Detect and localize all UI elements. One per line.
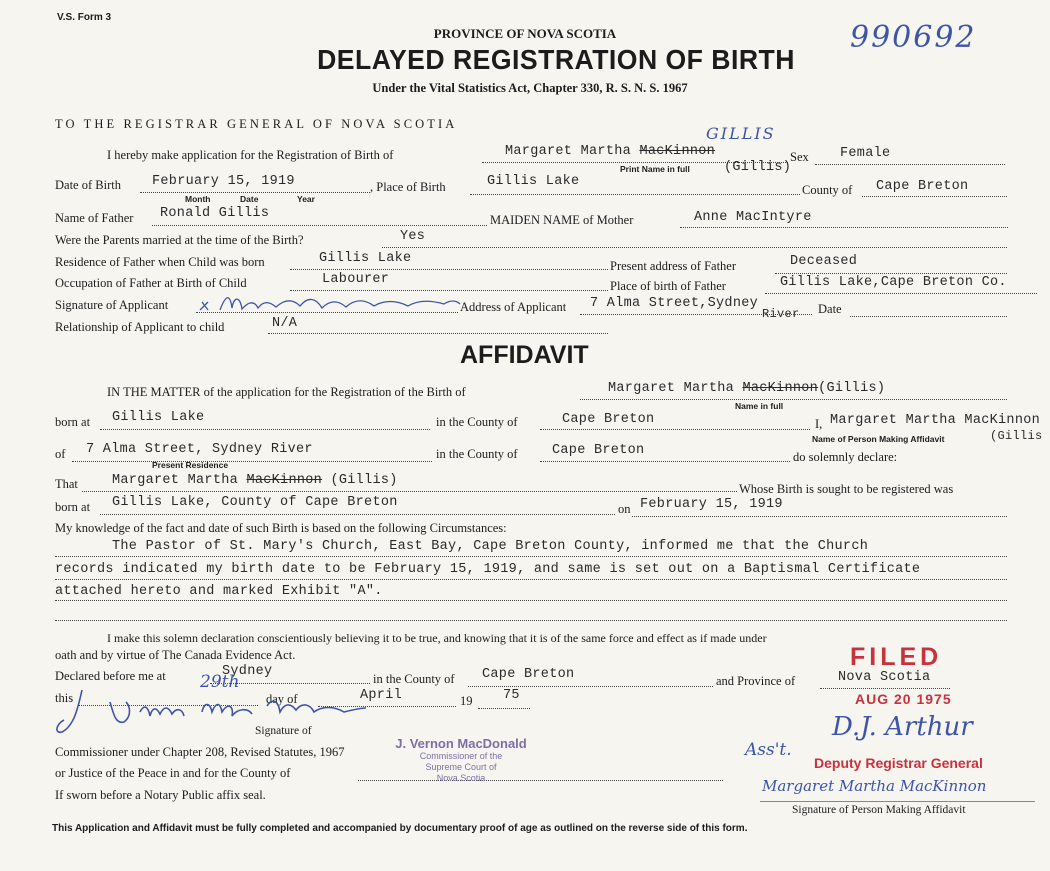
solemn-line-1: I make this solemn declaration conscientiously believing it to be true, and knowing that it is of the same force and effect as if made under <box>107 631 767 645</box>
married-value: Yes <box>400 229 426 244</box>
on-label: on <box>618 502 631 516</box>
i-label: I, <box>815 417 823 431</box>
year-value: 75 <box>503 688 520 703</box>
filed-stamp: FILED <box>850 643 943 671</box>
matter-name: Margaret Martha MacKinnon(Gillis) <box>608 381 886 396</box>
residence-caption: Present Residence <box>152 460 229 470</box>
county-label-3: in the County of <box>436 447 518 461</box>
deponent-signature: Margaret Martha MacKinnon <box>762 777 987 795</box>
deponent-extra: (Gillis <box>990 429 1043 443</box>
year-caption: Year <box>297 194 315 204</box>
address-value: 7 Alma Street,Sydney <box>590 296 759 311</box>
residence-label: Residence of Father when Child was born <box>55 255 265 269</box>
mother-label: MAIDEN NAME of Mother <box>490 213 634 227</box>
sex-label: Sex <box>790 150 809 164</box>
registration-number: 990692 <box>850 20 977 55</box>
that-label: That <box>55 477 78 491</box>
occupation-value: Labourer <box>322 272 390 287</box>
date-caption: Date <box>240 194 259 204</box>
date-label: Date <box>818 302 842 316</box>
justice-text: or Justice of the Peace in and for the County of <box>55 766 291 780</box>
registrar-title: Deputy Registrar General <box>814 755 983 771</box>
place-value: Gillis Lake <box>487 174 580 189</box>
province-label: and Province of <box>716 674 796 688</box>
year-prefix: 19 <box>460 694 473 708</box>
whose-text: Whose Birth is sought to be registered was <box>739 482 954 496</box>
mother-value: Anne MacIntyre <box>694 210 812 225</box>
address-value-2: River <box>762 307 800 321</box>
of-label: of <box>55 447 66 461</box>
stamp-line-2: Supreme Court of <box>425 762 497 772</box>
county-label-2: in the County of <box>436 415 518 429</box>
in-county-label: in the County of <box>373 672 455 686</box>
signature-label: Signature of Applicant <box>55 298 169 312</box>
married-label: Were the Parents married at the time of the Birth? <box>55 233 304 247</box>
relationship-value: N/A <box>272 316 298 331</box>
commissioner-stamp <box>378 736 544 784</box>
county2-value: Cape Breton <box>552 443 645 458</box>
deponent-value: Margaret Martha MacKinnon <box>830 413 1041 428</box>
signature-caption: Signature of <box>255 725 312 737</box>
knowledge-text: My knowledge of the fact and date of such Birth is based on the following Circumstances: <box>55 521 507 535</box>
page-subtitle: Under the Vital Statistics Act, Chapter 330, R. S. N. S. 1967 <box>372 81 688 95</box>
father-value: Ronald Gillis <box>160 206 270 221</box>
stamp-line-1: Commissioner of the <box>419 751 503 761</box>
present-addr-label: Present address of Father <box>610 259 737 273</box>
name-caption: Name in full <box>735 401 784 411</box>
this-label: this <box>55 691 74 705</box>
day-value: 29th <box>200 672 240 692</box>
name-correction: GILLIS <box>706 124 776 143</box>
residence-value: Gillis Lake <box>319 251 412 266</box>
month-caption: Month <box>185 194 211 204</box>
day-label: day of <box>266 692 298 706</box>
relationship-label: Relationship of Applicant to child <box>55 320 225 334</box>
in-county-value: Cape Breton <box>482 667 575 682</box>
declare-text: do solemnly declare: <box>793 450 898 464</box>
province-heading: PROVINCE OF NOVA SCOTIA <box>433 26 617 41</box>
of-value: 7 Alma Street, Sydney River <box>86 442 313 457</box>
place-label: , Place of Birth <box>370 180 446 194</box>
stamp-line-3: Nova Scotia <box>436 773 486 783</box>
matter-text: IN THE MATTER of the application for the Registration of the Birth of <box>107 385 466 399</box>
circumstance-line-1: The Pastor of St. Mary's Church, East Bay, Cape Breton County, informed me that the Church <box>112 539 869 554</box>
print-name-caption: Print Name in full <box>620 164 690 174</box>
province-value: Nova Scotia <box>838 670 931 685</box>
county-label: County of <box>802 183 853 197</box>
present-addr-value: Deceased <box>790 254 858 269</box>
child-name: Margaret Martha MacKinnon <box>505 144 716 159</box>
father-birthplace-label: Place of birth of Father <box>610 279 726 293</box>
county-value-2: Cape Breton <box>562 412 655 427</box>
intro-label: I hereby make application for the Registration of Birth of <box>107 148 394 162</box>
circumstance-line-3: attached hereto and marked Exhibit "A". <box>55 584 383 599</box>
registrar-signature: D.J. Arthur <box>832 712 973 742</box>
applicant-signature <box>196 288 466 318</box>
addressee: TO THE REGISTRAR GENERAL OF NOVA SCOTIA <box>55 117 458 131</box>
that-name: Margaret Martha MacKinnon (Gillis) <box>112 473 398 488</box>
solemn-line-2: oath and by virtue of The Canada Evidence Act. <box>55 648 296 662</box>
circumstance-line-2: records indicated my birth date to be February 15, 1919, and same is set out on a Baptismal Certificate <box>55 562 921 577</box>
declared-value: Sydney <box>222 664 273 679</box>
dob-label: Date of Birth <box>55 178 121 192</box>
commissioner-text: Commissioner under Chapter 208, Revised Statutes, 1967 <box>55 745 345 759</box>
filed-date: AUG 20 1975 <box>855 691 952 707</box>
stamp-name: J. Vernon MacDonald <box>395 736 527 751</box>
registrar-prefix: Ass't. <box>745 740 792 760</box>
county-value: Cape Breton <box>876 179 969 194</box>
deponent-sig-caption: Signature of Person Making Affidavit <box>792 804 966 816</box>
born-at-value: Gillis Lake <box>112 410 205 425</box>
deponent-caption: Name of Person Making Affidavit <box>812 434 945 444</box>
affidavit-heading: AFFIDAVIT <box>460 341 589 369</box>
page-title: DELAYED REGISTRATION OF BIRTH <box>317 44 795 75</box>
sex-value: Female <box>840 146 891 161</box>
born-at-label: born at <box>55 415 91 429</box>
dob-value: February 15, 1919 <box>152 174 295 189</box>
father-birthplace-value: Gillis Lake,Cape Breton Co. <box>780 275 1007 290</box>
name-paren: (Gillis) <box>724 160 792 175</box>
father-label: Name of Father <box>55 211 134 225</box>
address-label: Address of Applicant <box>460 300 567 314</box>
commissioner-signature <box>52 672 372 742</box>
notary-text: If sworn before a Notary Public affix seal. <box>55 788 266 802</box>
born-at2-label: born at <box>55 500 91 514</box>
on-value: February 15, 1919 <box>640 497 783 512</box>
occupation-label: Occupation of Father at Birth of Child <box>55 276 247 290</box>
footer-note: This Application and Affidavit must be fully completed and accompanied by documentary proof of age as outlined on the reverse side of this form. <box>52 823 748 834</box>
month-value: April <box>360 688 403 703</box>
declared-label: Declared before me at <box>55 669 166 683</box>
form-id: V.S. Form 3 <box>57 12 112 23</box>
born-at2-value: Gillis Lake, County of Cape Breton <box>112 495 398 510</box>
